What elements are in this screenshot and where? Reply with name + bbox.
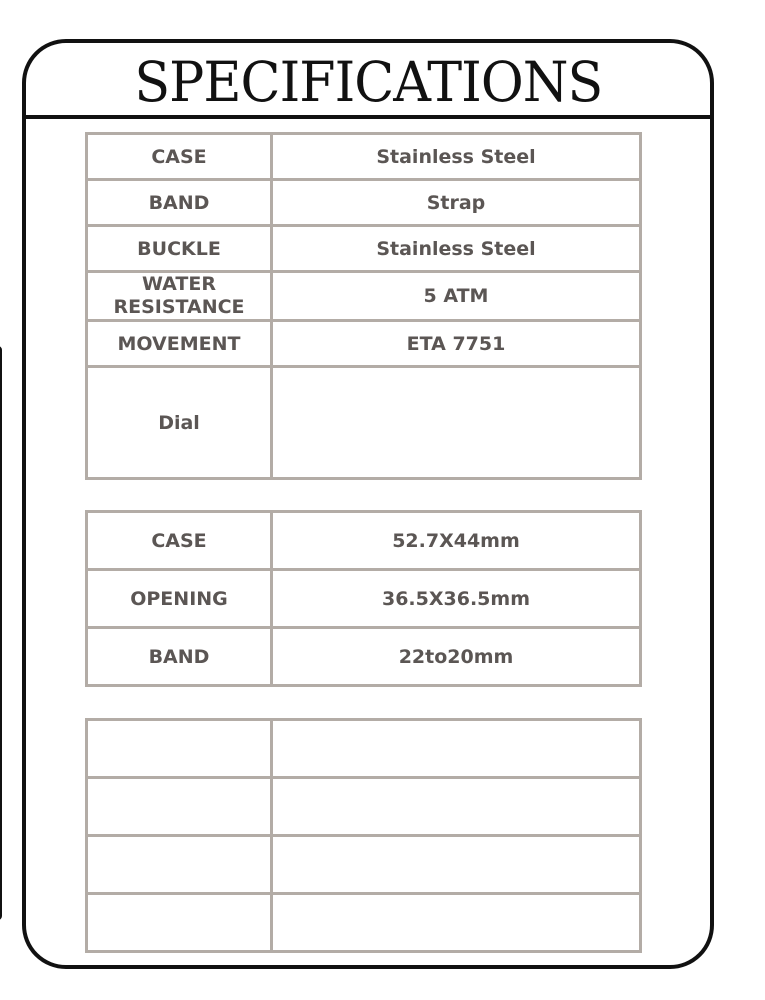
general-spec-table	[85, 132, 642, 480]
adjacent-card-edge	[0, 346, 2, 920]
spec-label: BAND	[87, 628, 272, 686]
spec-value: Stainless Steel	[272, 134, 641, 180]
spec-value	[272, 778, 641, 836]
spec-label: MOVEMENT	[87, 321, 272, 367]
table-row	[87, 836, 641, 894]
spec-label: Dial	[87, 367, 272, 479]
spec-value: 22to20mm	[272, 628, 641, 686]
spec-value: ETA 7751	[272, 321, 641, 367]
spec-value: Strap	[272, 180, 641, 226]
spec-value: 52.7X44mm	[272, 512, 641, 570]
table-row	[87, 720, 641, 778]
spec-label	[87, 272, 272, 321]
spec-label	[87, 720, 272, 778]
table-row	[87, 226, 641, 272]
spec-value: Stainless Steel	[272, 226, 641, 272]
spec-label	[87, 778, 272, 836]
spec-label: CASE	[87, 134, 272, 180]
table-row	[87, 367, 641, 479]
table-row	[87, 272, 641, 321]
table-row	[87, 180, 641, 226]
table-row	[87, 778, 641, 836]
spec-value	[272, 367, 641, 479]
spec-label-line: RESISTANCE	[113, 296, 245, 318]
spec-label-line: WATER	[142, 273, 216, 295]
spec-value	[272, 894, 641, 952]
spec-value: 36.5X36.5mm	[272, 570, 641, 628]
table-row	[87, 134, 641, 180]
spec-label: OPENING	[87, 570, 272, 628]
spec-value	[272, 836, 641, 894]
table-row	[87, 512, 641, 570]
dimensions-spec-table	[85, 510, 642, 687]
spec-label: BAND	[87, 180, 272, 226]
table-row	[87, 321, 641, 367]
table-row	[87, 628, 641, 686]
spec-value	[272, 720, 641, 778]
spec-label	[87, 894, 272, 952]
spec-label: BUCKLE	[87, 226, 272, 272]
spec-label	[87, 836, 272, 894]
extra-spec-table	[85, 718, 642, 953]
specifications-card	[22, 39, 714, 969]
table-row	[87, 570, 641, 628]
page-title: SPECIFICATIONS	[26, 43, 710, 119]
table-row	[87, 894, 641, 952]
spec-label: CASE	[87, 512, 272, 570]
spec-value: 5 ATM	[272, 272, 641, 321]
